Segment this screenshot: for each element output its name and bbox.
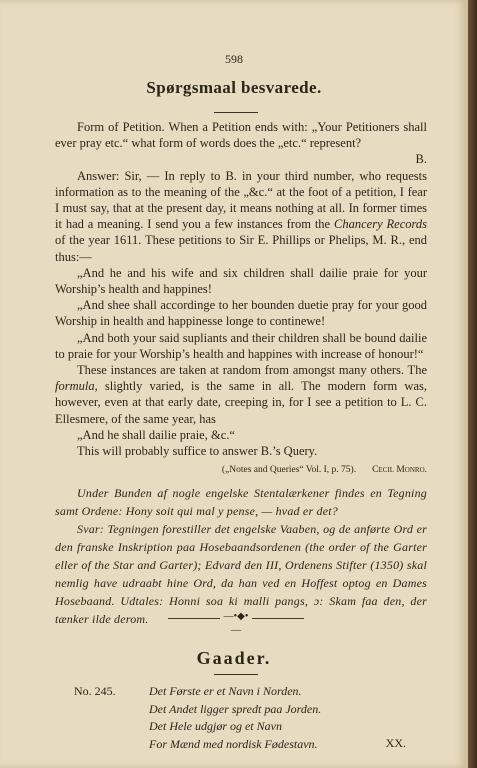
quote-3: „And both your said supliants and their children shall be bound dailie to praie for your Worship’s health and happines with increase of honour!“ [55,330,427,361]
page-edge [468,0,477,768]
garter-article [55,484,427,628]
riddle-number: No. 245. [74,684,116,698]
answer-intro: Answer: Sir, — In reply to B. in your third number, who requests information as to the meaning of the „&c.“ at the foot of a petition, I fear I must say, that at the present day, it means nothing at all. In former times it had a meaning. I send you a few instances from the [55,168,427,232]
answer-tail: of the year 1611. These petitions to Sir E. Phillips or Phelips, M. R., end thus:— [55,233,427,264]
answer-paragraph [55,168,427,265]
question-sign: B. [415,152,427,167]
separator-ornament: —•◆•— [220,610,252,638]
instances-paragraph [55,362,427,427]
riddles-title: Gaader. [196,648,272,668]
riddle-line: Det Hele udgjør og et Navn [149,719,282,733]
quote-2: „And shee shall accordinge to her bounden duetie pray for your good Worship in health and happinesse longe to continewe! [55,298,427,329]
riddle-signature: XX. [385,736,406,750]
petition-article [55,119,427,478]
quote-4: „And he shall dailie praie, &c.“ [77,427,235,442]
source-citation [55,462,427,478]
source-title: Chancery Records [334,217,428,232]
riddle-line: Det Andet ligger spredt paa Jorden. [149,701,322,716]
quote-1: „And he and his wife and six children shall dailie praie for your Worship’s health and happines! [55,265,427,297]
riddle-line: Det Første er et Navn i Norden. [149,684,302,698]
section-title: Spørgsmaal besvarede. [146,78,322,97]
petition-question [55,119,427,151]
title-rule [214,112,258,113]
page-number: 598 [225,52,243,66]
riddle-line: For Mænd med nordisk Fødestavn. [149,736,318,751]
instances-a: These instances are taken at random from amongst many others. The [77,363,427,378]
riddles-rule [214,674,258,675]
garter-question: Under Bunden af nogle engelske Stentalærkener findes en Tegning samt Ordene: Hony soit qui mal y pense, — hvad er det? [55,486,427,518]
instances-b: slightly varied, is the same in all. The modern form was, however, even at that early date, creeping in, for I see a petition to L. C. Ellesmere, of the same year, has [55,379,427,426]
signature: Cecil Monro. [372,465,427,476]
source-text: („Notes and Queries“ Vol. I, p. 75). [221,465,357,476]
garter-answer: Svar: Tegningen forestiller det engelske Vaaben, og de anførte Ord er den franske Inskription paa Hosebaandsordenen (the order of the Garter eller of the Star and Garter); Edvard den III, Ordenens Stifter (1350) skal nemlig have udraabt hine Ord, da han ved en Hoffest optog en Dames Hosebaand. Udtales: Honni soa ki malli pangs, ɔ: Skam faa den, der tænker ilde derom. [55,522,427,626]
formula-word: formula, [55,379,98,394]
riddle-lines [149,683,321,753]
question-text: Form of Petition. When a Petition ends with: „Your Petitioners shall ever pray etc.“ what form of words does the „etc.“ represent? [55,120,427,151]
closing-line: This will probably suffice to answer B.’s Query. [77,444,318,459]
